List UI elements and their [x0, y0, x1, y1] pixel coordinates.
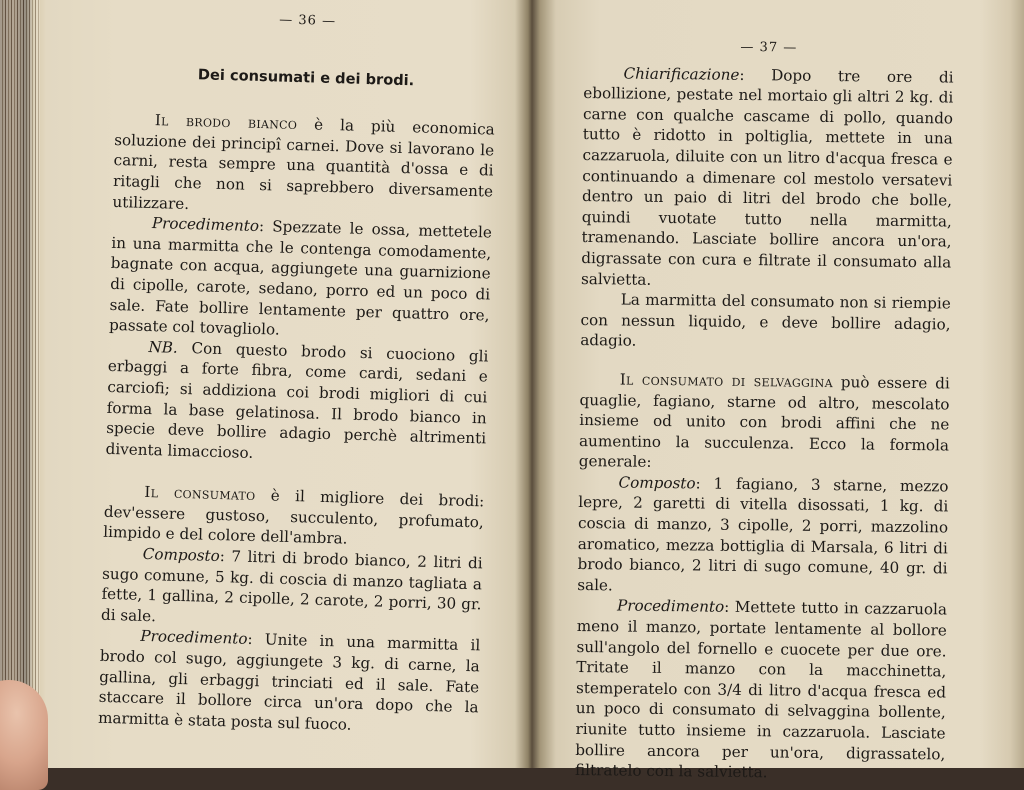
paragraph-text: può essere di quaglie, fagiano, starne od altro, mescolato insieme od unito con brodi affini che ne aumentino la succulenza. Ecco la formola generale:: [578, 372, 950, 472]
label-term: Procedimento: [616, 596, 725, 617]
paragraph-text: : Unite in una marmitta il brodo col sugo, aggiungete 3 kg. di carne, la gallina, gli erbaggi trinciati ed il sale. Fate staccare il bollore circa un'ora dopo che la marmitta è stata posta sul fuoco.: [97, 630, 481, 734]
paragraph-composto-1: [101, 543, 483, 636]
paragraph-text: La marmitta del consumato non si riempie con nessun liquido, e deve bollire adagio, adagio.: [580, 290, 951, 350]
right-page: [575, 36, 954, 785]
paragraph-chiarificazione: [581, 63, 954, 294]
label-term: Composto: [618, 473, 696, 493]
label-term: Chiarificazione: [623, 64, 740, 84]
label-term: NB.: [148, 337, 179, 357]
paragraph-text: : Mettete tutto in cazzaruola meno il manzo, portate lentamente al bollore sull'angolo del fornello e cuocete per due ore. Tritate il manzo con la macchinetta, stemperatelo con 3/4 di litro d'acqua fresca ed un poco di consumato di selvaggina bollente, riunite tutto insieme in cazzaruola. Lasciate bollire ancora per un'ora, digrassatelo, filtratelo con la salvietta.: [574, 598, 948, 782]
paragraph-procedimento-2: [98, 625, 481, 739]
lead-term: Il consumato di selvaggina: [619, 370, 834, 391]
paragraph-text: : 1 fagiano, 3 starne, mezzo lepre, 2 garetti di vitella disossati, 1 kg. di coscia di manzo, 3 cipolle, 2 porri, mazzolino aromatico, mezza bottiglia di Marsala, 6 litri di brodo bianco, 2 litri di sugo comune, 40 gr. di sale.: [577, 474, 949, 595]
paragraph-text: è il migliore dei brodi: dev'essere gustoso, succulento, profumato, limpido e del colore dell'ambra.: [103, 486, 485, 549]
lead-term: Il consumato: [144, 483, 256, 505]
paragraph-text: : Dopo tre ore di ebollizione, pestate nel mortaio gli altri 2 kg. di carne con qualche cascame di pollo, quando tutto è ridotto in poltiglia, mettete in una cazzaruola, diluite con un litro d'acqua fresca e continuando a dimenare col mestolo versatevi dentro un paio di litri del brodo che bolle, quindi vuotate tutto nella marmitta, tramenando. Lasciate bollire ancora un'ora, digrassate con cura e filtrate il consumato alla salvietta.: [580, 65, 954, 289]
reader-thumb: [0, 680, 48, 790]
paragraph-text: : 7 litri di brodo bianco, 2 litri di sugo comune, 5 kg. di coscia di manzo tagliata a fette, 1 gallina, 2 cipolle, 2 carote, 2 porri, 30 gr. di sale.: [100, 547, 483, 626]
paragraph-marmitta: [580, 289, 951, 355]
paragraph-text: Con questo brodo si cuociono gli erbaggi a forte fibra, come cardi, sedani e carciofi; si addiziona coi brodi migliori di cui forma la base gelatinosa. Il brodo bianco in specie deve bollire adagio perchè altrimenti diventa limaccioso.: [105, 338, 489, 462]
left-page: [98, 6, 498, 739]
paragraph-procedimento-3: [575, 595, 947, 785]
label-term: Procedimento: [140, 627, 248, 649]
chapter-title: Dei consumati e dei brodi.: [197, 65, 415, 89]
label-term: Procedimento: [151, 214, 260, 236]
page-number-left: — 36 —: [279, 12, 337, 30]
label-term: Composto: [142, 544, 221, 566]
paragraph-composto-2: [577, 472, 948, 600]
paragraph-text: : Spezzate le ossa, mettetele in una marmitta che le contenga comodamente, bagnate con acqua, aggiungete una guarnizione di cipolle, carote, sedano, porro ed un poco di sale. Fate bollire lentamente per quattro ore, passate col tovagliolo.: [108, 217, 493, 339]
paragraph-brodo-bianco: [112, 109, 495, 223]
page-edges: [0, 0, 40, 768]
page-number-right: — 37 —: [740, 39, 798, 56]
paragraph-nota-bene: [105, 336, 488, 470]
paragraph-procedimento-1: [109, 212, 492, 346]
paragraph-consumato: [103, 481, 485, 553]
paragraph-selvaggina: [579, 369, 950, 476]
lead-term: Il brodo bianco: [154, 111, 298, 134]
paragraph-text: è la più economica soluzione dei principî carnei. Dove si lavorano le carni, resta sempre una quantità d'ossa e di ritagli che non si saprebbero diversamente utilizzare.: [112, 115, 495, 213]
